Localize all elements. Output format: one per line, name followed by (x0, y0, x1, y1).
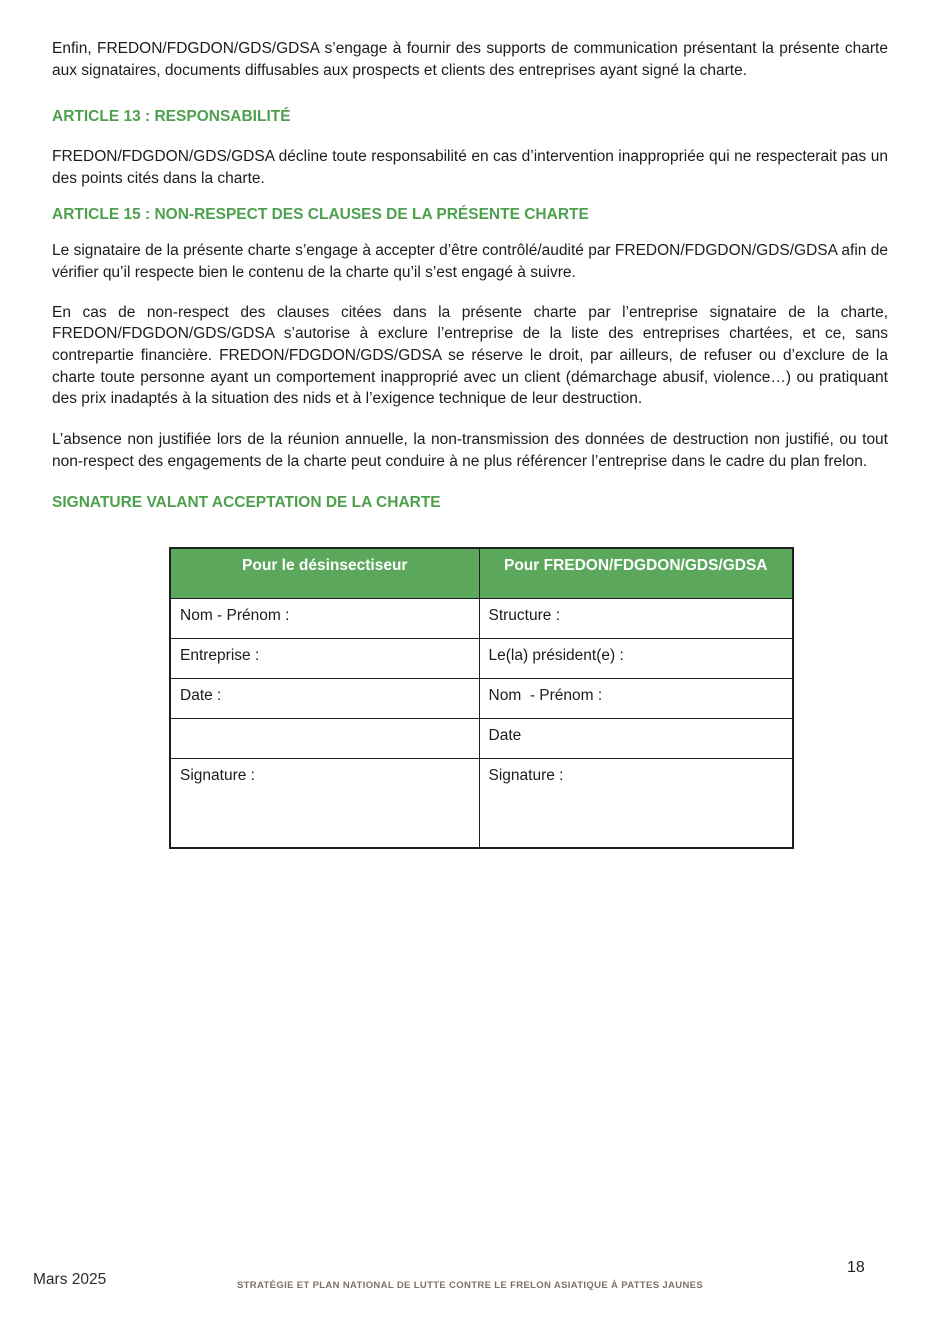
footer-date: Mars 2025 (33, 1271, 107, 1288)
cell-nom-prenom-right: Nom - Prénom : (479, 678, 793, 718)
cell-entreprise: Entreprise : (170, 638, 479, 678)
cell-empty (170, 718, 479, 758)
paragraph-exclusion: En cas de non-respect des clauses citées dans la présente charte par l’entreprise signataire de la charte, FREDON/FDGDON/GDS/GDSA s’autorise à exclure l’entreprise de la liste des entreprises chartées, et ce, sans contrepartie financière. FREDON/FDGDON/GDS/GDSA se réserve le droit, par ailleurs, de refuser ou d’exclure de la charte toute personne ayant un comportement inapproprié avec un client (démarchage abusif, violence…) ou pratiquant des prix inadaptés à la situation des nids et à l’exigence technique de leur destruction. (52, 303, 888, 408)
footer-doc-title: STRATÉGIE ET PLAN NATIONAL DE LUTTE CONTRE LE FRELON ASIATIQUE À PATTES JAUNES (236, 1280, 704, 1291)
cell-president: Le(la) président(e) : (479, 638, 793, 678)
table-row (170, 758, 793, 848)
page-number: 18 (847, 1259, 865, 1276)
cell-structure: Structure : (479, 598, 793, 638)
heading-article-13: ARTICLE 13 : RESPONSABILITÉ (52, 108, 291, 126)
heading-article-15: ARTICLE 15 : NON-RESPECT DES CLAUSES DE LA PRÉSENTE CHARTE (52, 205, 589, 223)
cell-date-left: Date : (170, 678, 479, 718)
cell-signature-right: Signature : (479, 758, 793, 848)
paragraph-absence: L’absence non justifiée lors de la réunion annuelle, la non-transmission des données de destruction non justifié, ou tout non-respect des engagements de la charte peut conduire à ne plus référencer l’entreprise dans le cadre du plan frelon. (52, 431, 888, 470)
signature-table (169, 547, 794, 849)
cell-nom-prenom: Nom - Prénom : (170, 598, 479, 638)
paragraph-intro: Enfin, FREDON/FDGDON/GDS/GDSA s’engage à fournir des supports de communication présentant la présente charte aux signataires, documents diffusables aux prospects et clients des entreprises ayant signé la charte. (52, 40, 888, 79)
paragraph-controle: Le signataire de la présente charte s’engage à accepter d’être contrôlé/audité par FREDON/FDGDON/GDS/GDSA afin de vérifier qu’il respecte bien le contenu de la charte qu’il s’est engagé à suivre. (52, 242, 888, 281)
table-row (170, 598, 793, 638)
paragraph-responsabilite: FREDON/FDGDON/GDS/GDSA décline toute responsabilité en cas d’intervention inappropriée qui ne respecterait pas un des points cités dans la charte. (52, 148, 888, 187)
signature-table-header-row (170, 548, 793, 598)
heading-signature: SIGNATURE VALANT ACCEPTATION DE LA CHARTE (52, 493, 441, 511)
cell-date-right: Date (479, 718, 793, 758)
table-row (170, 718, 793, 758)
table-header-fredon: Pour FREDON/FDGDON/GDS/GDSA (479, 548, 793, 598)
table-row (170, 638, 793, 678)
cell-signature-left: Signature : (170, 758, 479, 848)
table-row (170, 678, 793, 718)
table-header-desinsectiseur: Pour le désinsectiseur (170, 548, 479, 598)
